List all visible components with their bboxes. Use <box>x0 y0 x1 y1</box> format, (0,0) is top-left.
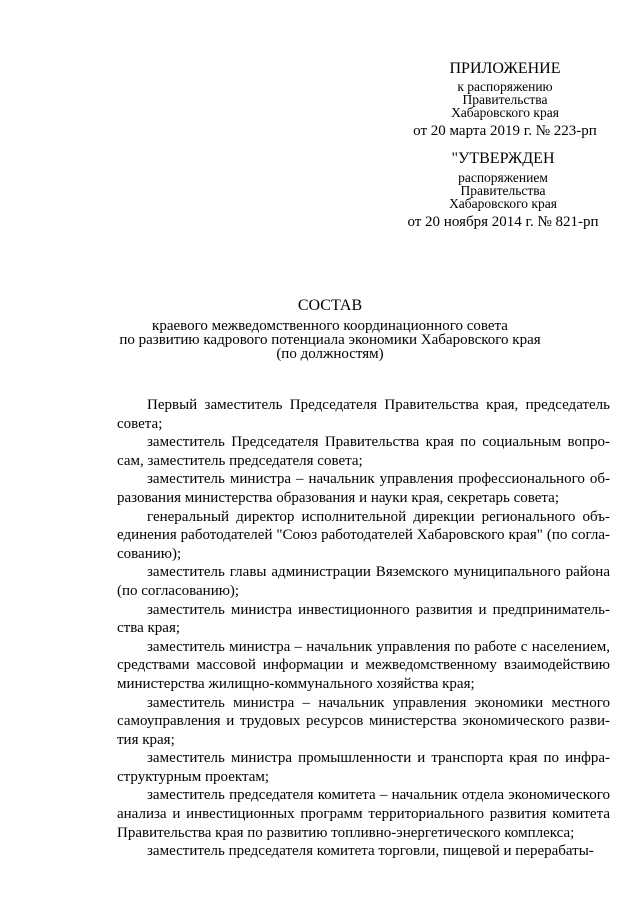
member-entry <box>117 694 610 750</box>
approval-line: распоряжением <box>458 170 548 185</box>
appendix-line: к распоряжению <box>457 79 553 94</box>
member-line: тия края; <box>117 731 175 748</box>
document-title: СОСТАВ <box>297 297 363 314</box>
member-line: ства края; <box>117 620 181 637</box>
document-heading <box>80 297 580 361</box>
member-entry <box>117 563 610 600</box>
member-entry <box>117 396 610 433</box>
appendix-line: Правительства <box>462 92 548 107</box>
member-line: заместитель председателя комитета торговли, пищевой и перерабаты- <box>147 843 594 860</box>
member-line: сам, заместитель председателя совета; <box>117 452 363 469</box>
member-entry <box>117 842 610 861</box>
member-line: заместитель министра – начальник управления профессионального об- <box>147 471 610 488</box>
approval-line: Хабаровского края <box>449 196 557 211</box>
member-line: заместитель министра – начальник управления экономики местного <box>147 694 610 711</box>
member-line: анализа и инвестиционных программ территориального развития комитета <box>117 806 610 823</box>
appendix-date: от 20 марта 2019 г. № 223-рп <box>413 123 597 139</box>
appendix-line: Хабаровского края <box>451 105 559 120</box>
member-line: заместитель министра – начальник управления по работе с населением, <box>147 638 610 655</box>
member-line: генеральный директор исполнительной дирекции регионального объ- <box>147 508 610 525</box>
member-entry <box>117 508 610 564</box>
member-entry <box>117 786 610 842</box>
member-line: заместитель председателя комитета – начальник отдела экономического <box>147 787 610 804</box>
member-line: заместитель Председателя Правительства края по социальным вопро- <box>147 434 610 451</box>
member-line: министерства жилищно-коммунального хозяйства края; <box>117 675 475 692</box>
member-line: заместитель министра инвестиционного развития и предприниматель- <box>147 601 610 618</box>
member-line: разования министерства образования и науки края, секретарь совета; <box>117 489 559 506</box>
member-line: единения работодателей "Союз работодателей Хабаровского края" (по согла- <box>117 527 610 544</box>
member-line: совета; <box>117 415 163 432</box>
approval-block <box>398 150 608 230</box>
member-line: (по согласованию); <box>117 582 240 599</box>
document-subtitle-line: по развитию кадрового потенциала экономики Хабаровского края <box>119 332 541 348</box>
appendix-block <box>400 60 610 139</box>
member-line: Первый заместитель Председателя Правительства края, председатель <box>147 397 610 413</box>
member-line: самоуправления и трудовых ресурсов министерства экономического разви- <box>117 713 610 730</box>
approval-title: "УТВЕРЖДЕН <box>451 150 555 167</box>
approval-line: Правительства <box>460 183 546 198</box>
document-subtitle-line: (по должностям) <box>276 346 384 362</box>
member-line: заместитель министра промышленности и транспорта края по инфра- <box>147 750 610 767</box>
approval-date: от 20 ноября 2014 г. № 821-рп <box>407 214 599 230</box>
members-list <box>117 396 610 861</box>
member-line: средствами массовой информации и межведомственному взаимодействию <box>117 657 610 674</box>
member-entry <box>117 638 610 694</box>
member-line: структурным проектам; <box>117 768 270 785</box>
member-entry <box>117 601 610 638</box>
member-line: заместитель главы администрации Вяземского муниципального района <box>147 564 610 581</box>
document-subtitle-line: краевого межведомственного координационного совета <box>152 318 508 334</box>
appendix-title: ПРИЛОЖЕНИЕ <box>449 60 561 77</box>
member-entry <box>117 470 610 507</box>
member-line: Правительства края по развитию топливно-энергетического комплекса; <box>117 824 575 841</box>
member-entry <box>117 749 610 786</box>
member-entry <box>117 433 610 470</box>
member-line: сованию); <box>117 545 182 562</box>
